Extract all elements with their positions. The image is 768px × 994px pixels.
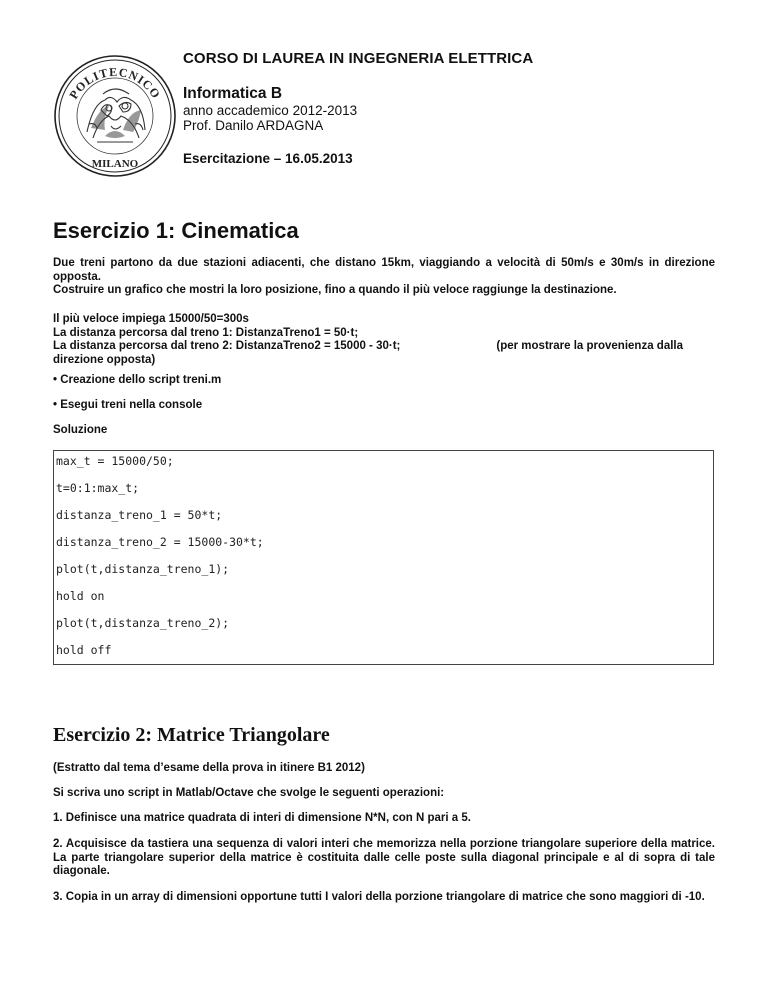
politecnico-seal-icon [53, 54, 177, 178]
bullet-run-script: • Esegui treni nella console [53, 399, 203, 411]
faster-train-line: Il più veloce impiega 15000/50=300s [53, 313, 249, 325]
svg-text:POLITECNICO [66, 65, 163, 102]
code-line: plot(t,distanza_treno_1); [56, 562, 230, 576]
exercise-1-problem [53, 257, 715, 298]
exercise-1-title: Esercizio 1: Cinematica [53, 218, 299, 243]
exercise-2-step-3: 3. Copia in un array di dimensioni opportune tutti I valori della porzione triangolare di matrice che sono maggiori di -10. [53, 891, 705, 903]
course-title: CORSO DI LAUREA IN INGEGNERIA ELETTRICA [183, 50, 534, 67]
exercise-1-problem-line-1: Due treni partono da due stazioni adiacenti, che distano 15km, viaggiando a velocità di 50m/s e 30m/s in direzione opposta. [53, 257, 715, 283]
solution-code-block [53, 450, 714, 665]
code-line: plot(t,distanza_treno_2); [56, 616, 230, 630]
subject-title: Informatica B [183, 85, 283, 102]
professor-name: Prof. Danilo ARDAGNA [183, 118, 324, 133]
exercise-2-intro: Si scriva uno script in Matlab/Octave che svolge le seguenti operazioni: [53, 787, 445, 799]
train-1-distance-line: La distanza percorsa dal treno 1: DistanzaTreno1 = 50·t; [53, 326, 359, 339]
solution-label: Soluzione [53, 424, 108, 436]
train-2-distance-row [53, 340, 715, 354]
exercise-2-step-1: 1. Definisce una matrice quadrata di interi di dimensione N*N, con N pari a 5. [53, 812, 471, 824]
exercise-2-title: Esercizio 2: Matrice Triangolare [53, 724, 330, 746]
academic-year: anno accademico 2012-2013 [183, 103, 358, 118]
exercise-2-step-2: 2. Acquisisce da tastiera una sequenza di valori interi che memorizza nella porzione triangolare superiore della matrice. La parte triangolare superior della matrice è costituita dalle celle poste sulla diagonal principale e al di sopra di tale diagonale. [53, 838, 715, 877]
code-line: t=0:1:max_t; [56, 481, 140, 495]
document-header [183, 50, 703, 166]
bullet-create-script: • Creazione dello script treni.m [53, 374, 222, 386]
exercise-2-source: (Estratto dal tema d’esame della prova in itinere B1 2012) [53, 762, 365, 774]
direction-note-continued: direzione opposta) [53, 353, 156, 366]
code-line: distanza_treno_2 = 15000-30*t; [56, 535, 264, 549]
logo-top-text: POLITECNICO [66, 64, 164, 102]
exercise-1-analysis [53, 313, 715, 367]
logo-bottom-text: MILANO [91, 158, 139, 170]
code-line: max_t = 15000/50; [56, 454, 174, 468]
code-line: hold off [56, 643, 112, 657]
session-date: Esercitazione – 16.05.2013 [183, 151, 353, 166]
politecnico-logo [53, 54, 177, 178]
code-line: hold on [56, 589, 105, 603]
code-line: distanza_treno_1 = 50*t; [56, 508, 223, 522]
direction-note: (per mostrare la provenienza dalla [496, 340, 683, 352]
exercise-1-problem-line-2: Costruire un grafico che mostri la loro posizione, fino a quando il più veloce raggiunge la destinazione. [53, 284, 617, 296]
train-2-distance-line: La distanza percorsa dal treno 2: DistanzaTreno2 = 15000 - 30·t; [53, 340, 401, 352]
